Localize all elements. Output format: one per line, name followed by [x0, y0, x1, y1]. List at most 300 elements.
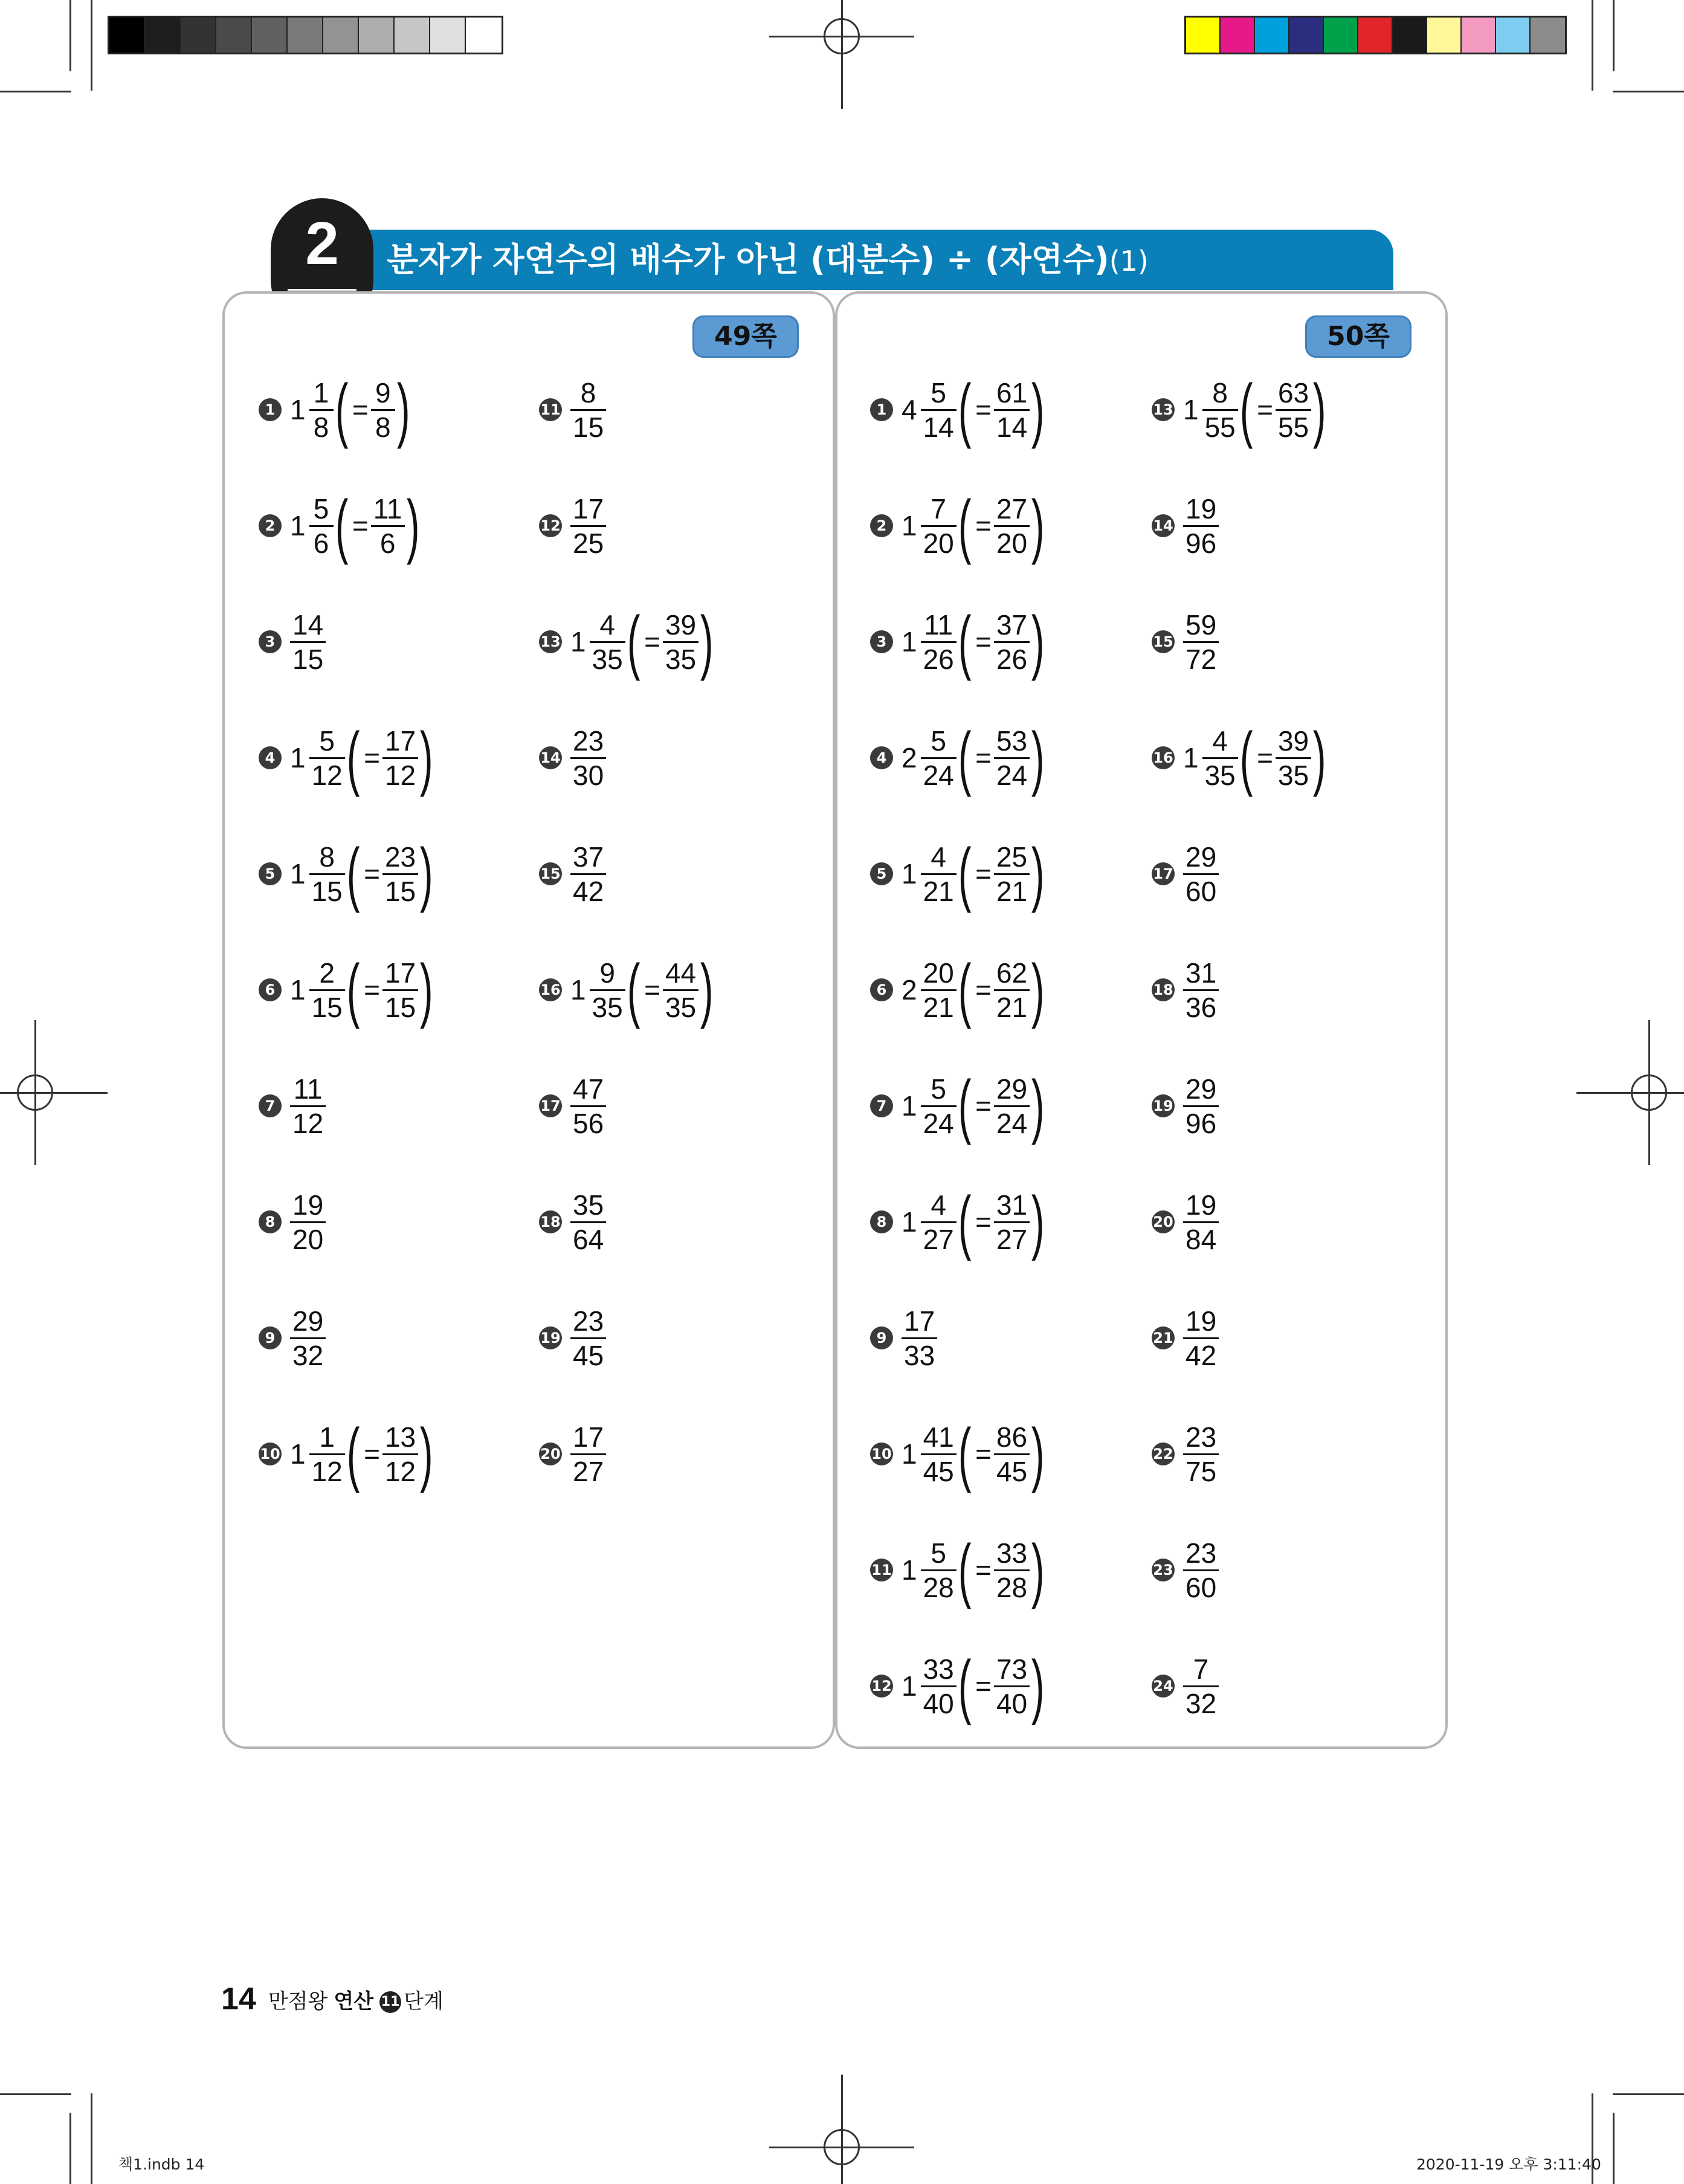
problem-number: 6 [259, 978, 282, 1001]
level-badge: 11 [379, 1991, 401, 2013]
left-page-answer-14 [539, 722, 606, 794]
equals-sign: = [975, 742, 992, 774]
problem-number: 24 [1152, 1675, 1175, 1698]
equals-sign: = [364, 858, 380, 890]
right-page-answer-2 [870, 486, 1046, 566]
right-page-answer-13 [1152, 370, 1328, 450]
problem-number: 8 [259, 1210, 282, 1233]
improper-fraction [663, 610, 698, 674]
fraction-bar [1276, 409, 1311, 411]
whole-number: 1 [902, 1670, 917, 1702]
problem-number: 7 [259, 1094, 282, 1117]
fraction-bar [1276, 757, 1311, 759]
left-page-answer-5 [259, 834, 434, 914]
answer-fraction [921, 1422, 957, 1487]
equals-sign: = [975, 974, 992, 1006]
problem-number: 13 [539, 630, 562, 653]
equals-sign: = [975, 1438, 992, 1470]
left-page-answer-18 [539, 1186, 606, 1258]
numerator: 1 [319, 1421, 335, 1453]
problem-number: 4 [870, 746, 893, 769]
improper-fraction [994, 958, 1030, 1023]
numerator: 17 [384, 725, 416, 757]
gray-calibration-strip [108, 16, 503, 54]
numerator: 73 [996, 1653, 1028, 1685]
crop-mark [69, 0, 71, 71]
right-page-answer-14 [1152, 489, 1219, 562]
denominator: 26 [923, 643, 954, 675]
fraction-bar [1183, 1569, 1219, 1571]
numerator: 53 [996, 725, 1028, 757]
numerator: 23 [573, 725, 604, 757]
numerator: 5 [319, 725, 335, 757]
numerator: 17 [573, 493, 604, 525]
right-page-answer-7 [870, 1066, 1046, 1146]
numerator: 31 [996, 1189, 1028, 1221]
numerator: 86 [996, 1421, 1028, 1453]
denominator: 15 [311, 875, 343, 907]
denominator: 45 [996, 1455, 1028, 1487]
fraction-bar [570, 873, 606, 875]
whole-number: 1 [902, 1438, 917, 1470]
problem-number: 18 [1152, 978, 1175, 1001]
denominator: 6 [379, 527, 396, 559]
left-paren: ( [958, 1530, 972, 1610]
right-paren: ) [406, 486, 419, 566]
fraction-bar [290, 641, 326, 643]
right-page-answer-17 [1152, 838, 1219, 910]
section-title [387, 236, 1149, 284]
denominator: 12 [311, 1455, 343, 1487]
improper-fraction [663, 958, 698, 1023]
numerator: 5 [931, 1537, 946, 1569]
denominator: 45 [923, 1455, 954, 1487]
numerator: 29 [292, 1305, 324, 1337]
left-paren: ( [958, 370, 972, 450]
answer-fraction [921, 958, 957, 1023]
denominator: 21 [996, 991, 1028, 1023]
fraction-bar [921, 1105, 957, 1107]
right-page-answer-12 [870, 1646, 1046, 1726]
equals-sign: = [352, 394, 369, 425]
problem-number: 6 [870, 978, 893, 1001]
denominator: 35 [665, 991, 697, 1023]
gray-swatch [181, 18, 216, 53]
gray-swatch [216, 18, 252, 53]
left-page-answer-2 [259, 486, 421, 566]
numerator: 62 [996, 957, 1028, 989]
fraction-bar [1183, 1337, 1219, 1339]
numerator: 35 [573, 1189, 604, 1221]
problem-number: 14 [539, 746, 562, 769]
fraction-bar [309, 1453, 345, 1455]
answer-fraction [290, 610, 326, 674]
improper-fraction [382, 726, 418, 790]
denominator: 28 [923, 1571, 954, 1603]
crop-mark [69, 2113, 71, 2184]
answer-fraction [1183, 610, 1219, 674]
fraction-bar [290, 1221, 326, 1223]
color-swatch [1393, 18, 1427, 53]
answer-fraction [1202, 378, 1238, 442]
right-page-answer-22 [1152, 1418, 1219, 1490]
problem-number: 10 [870, 1443, 893, 1465]
page-label-right: 50쪽 [1305, 315, 1411, 358]
problem-number: 17 [1152, 862, 1175, 885]
answer-fraction [921, 494, 957, 558]
denominator: 55 [1277, 411, 1309, 443]
numerator: 23 [1186, 1421, 1217, 1453]
answer-fraction [570, 378, 606, 442]
right-paren: ) [419, 1414, 433, 1494]
equals-sign: = [975, 626, 992, 657]
left-paren: ( [958, 718, 972, 798]
problem-number: 2 [870, 514, 893, 537]
denominator: 27 [996, 1223, 1028, 1255]
right-page-answer-5 [870, 834, 1046, 914]
gray-swatch [252, 18, 288, 53]
problem-number: 9 [259, 1326, 282, 1349]
answer-fraction [921, 1538, 957, 1603]
answer-fraction [1183, 1538, 1219, 1603]
numerator: 7 [931, 493, 946, 525]
fraction-bar [921, 409, 957, 411]
right-page-answer-8 [870, 1182, 1046, 1262]
crop-mark [91, 2093, 92, 2184]
equals-sign: = [644, 974, 660, 1006]
page-number: 14 [221, 1982, 256, 2017]
left-page-answer-15 [539, 838, 606, 910]
whole-number: 1 [290, 742, 306, 774]
equals-sign: = [364, 742, 380, 774]
left-paren: ( [346, 718, 360, 798]
problem-number: 19 [539, 1326, 562, 1349]
right-paren: ) [1031, 950, 1045, 1030]
numerator: 5 [931, 1073, 946, 1105]
left-page-answer-9 [259, 1302, 326, 1374]
slug-timestamp: 2020-11-19 오후 3:11:40 [1416, 2156, 1601, 2173]
whole-number: 1 [902, 1206, 917, 1238]
improper-fraction [994, 1074, 1030, 1139]
gray-swatch [145, 18, 181, 53]
numerator: 44 [665, 957, 697, 989]
answer-fraction [921, 1190, 957, 1255]
problem-number: 22 [1152, 1443, 1175, 1465]
denominator: 55 [1204, 411, 1236, 443]
gray-swatch [359, 18, 395, 53]
denominator: 75 [1186, 1455, 1217, 1487]
numerator: 17 [904, 1305, 935, 1337]
right-paren: ) [1031, 1530, 1045, 1610]
left-page-answer-16 [539, 950, 715, 1030]
improper-fraction [994, 1654, 1030, 1719]
answer-fraction [1183, 842, 1219, 906]
answer-fraction [590, 610, 625, 674]
right-page-answer-24 [1152, 1650, 1219, 1722]
denominator: 27 [923, 1223, 954, 1255]
gray-swatch [430, 18, 466, 53]
answer-fraction [570, 1422, 606, 1487]
denominator: 60 [1186, 875, 1217, 907]
numerator: 5 [313, 493, 329, 525]
denominator: 40 [996, 1687, 1028, 1719]
numerator: 31 [1186, 957, 1217, 989]
denominator: 20 [292, 1223, 324, 1255]
fraction-bar [570, 1337, 606, 1339]
color-swatch [1289, 18, 1324, 53]
color-calibration-strip [1184, 16, 1567, 54]
denominator: 21 [923, 875, 954, 907]
answer-fraction [1183, 1654, 1219, 1719]
equals-sign: = [644, 626, 660, 657]
fraction-bar [382, 1453, 418, 1455]
left-paren: ( [1239, 718, 1253, 798]
problem-number: 3 [259, 630, 282, 653]
numerator: 8 [1212, 376, 1228, 409]
left-page-answer-12 [539, 489, 606, 562]
right-paren: ) [1031, 718, 1045, 798]
color-swatch [1186, 18, 1221, 53]
denominator: 45 [573, 1339, 604, 1371]
denominator: 96 [1186, 527, 1217, 559]
day-number: 2 [305, 210, 339, 277]
left-paren: ( [958, 1066, 972, 1146]
registration-mark [769, 0, 914, 109]
fraction-bar [309, 409, 334, 411]
right-paren: ) [1312, 370, 1326, 450]
fraction-bar [663, 989, 698, 991]
answer-fraction [290, 1306, 326, 1371]
gray-swatch [288, 18, 323, 53]
fraction-bar [921, 1221, 957, 1223]
numerator: 23 [573, 1305, 604, 1337]
improper-fraction [994, 1422, 1030, 1487]
improper-fraction [371, 494, 405, 558]
answer-fraction [921, 378, 957, 442]
fraction-bar [309, 989, 345, 991]
denominator: 8 [375, 411, 391, 443]
right-paren: ) [396, 370, 410, 450]
right-page-answer-15 [1152, 606, 1219, 678]
crop-mark [0, 2093, 71, 2095]
left-page-answer-17 [539, 1070, 606, 1142]
crop-mark [1613, 0, 1615, 71]
left-paren: ( [958, 1182, 972, 1262]
problem-number: 16 [1152, 746, 1175, 769]
numerator: 9 [599, 957, 615, 989]
problem-number: 7 [870, 1094, 893, 1117]
left-paren: ( [346, 1414, 360, 1494]
numerator: 47 [573, 1073, 604, 1105]
slug-file: 책1.indb 14 [118, 2156, 205, 2173]
whole-number: 1 [1183, 742, 1199, 774]
numerator: 9 [375, 376, 391, 409]
fraction-bar [994, 1221, 1030, 1223]
fraction-bar [1183, 1221, 1219, 1223]
numerator: 33 [923, 1653, 954, 1685]
right-page-answer-1 [870, 370, 1046, 450]
improper-fraction [994, 1538, 1030, 1603]
numerator: 14 [292, 609, 324, 641]
left-page-answer-13 [539, 602, 715, 682]
fraction-bar [371, 409, 395, 411]
fraction-bar [290, 1337, 326, 1339]
right-page-answer-4 [870, 718, 1046, 798]
denominator: 14 [923, 411, 954, 443]
right-paren: ) [700, 602, 714, 682]
whole-number: 1 [290, 974, 306, 1006]
fraction-bar [994, 989, 1030, 991]
fraction-bar [570, 409, 606, 411]
fraction-bar [921, 1453, 957, 1455]
left-page-answer-20 [539, 1418, 606, 1490]
color-swatch [1255, 18, 1289, 53]
numerator: 37 [573, 841, 604, 873]
left-page-answer-1 [259, 370, 411, 450]
problem-number: 14 [1152, 514, 1175, 537]
left-page-answer-7 [259, 1070, 326, 1142]
answer-fraction [1183, 494, 1219, 558]
left-page-answer-10 [259, 1414, 434, 1494]
improper-fraction [994, 494, 1030, 558]
denominator: 24 [923, 759, 954, 791]
numerator: 1 [313, 376, 329, 409]
answer-fraction [570, 494, 606, 558]
fraction-bar [570, 525, 606, 527]
fraction-bar [994, 1569, 1030, 1571]
gray-swatch [323, 18, 359, 53]
right-page-answer-10 [870, 1414, 1046, 1494]
right-page-answer-20 [1152, 1186, 1219, 1258]
left-paren: ( [958, 1414, 972, 1494]
fraction-bar [1183, 1453, 1219, 1455]
right-page-answer-16 [1152, 718, 1328, 798]
right-paren: ) [1031, 1182, 1045, 1262]
denominator: 15 [384, 875, 416, 907]
left-paren: ( [1239, 370, 1253, 450]
fraction-bar [902, 1337, 937, 1339]
denominator: 96 [1186, 1107, 1217, 1139]
problem-number: 23 [1152, 1559, 1175, 1581]
whole-number: 1 [290, 510, 306, 541]
gray-swatch [466, 18, 502, 53]
problem-number: 5 [870, 862, 893, 885]
answer-fraction [1202, 726, 1238, 790]
numerator: 4 [931, 841, 946, 873]
denominator: 35 [592, 991, 623, 1023]
improper-fraction [382, 842, 418, 906]
answer-fraction [570, 1190, 606, 1255]
fraction-bar [994, 409, 1030, 411]
level-suffix: 단계 [404, 1989, 444, 2014]
whole-number: 1 [570, 974, 586, 1006]
problem-number: 19 [1152, 1094, 1175, 1117]
improper-fraction [994, 610, 1030, 674]
denominator: 15 [292, 643, 324, 675]
answer-fraction [921, 842, 957, 906]
color-swatch [1496, 18, 1531, 53]
equals-sign: = [975, 1670, 992, 1702]
problem-number: 20 [539, 1443, 562, 1465]
whole-number: 2 [902, 742, 917, 774]
problem-number: 17 [539, 1094, 562, 1117]
numerator: 19 [1186, 1305, 1217, 1337]
left-paren: ( [335, 486, 349, 566]
answer-fraction [921, 610, 957, 674]
denominator: 72 [1186, 643, 1217, 675]
crop-mark [0, 91, 71, 92]
answer-fraction [309, 1422, 345, 1487]
equals-sign: = [975, 510, 992, 541]
whole-number: 1 [1183, 394, 1199, 425]
denominator: 60 [1186, 1571, 1217, 1603]
equals-sign: = [364, 974, 380, 1006]
denominator: 33 [904, 1339, 935, 1371]
numerator: 13 [384, 1421, 416, 1453]
page-footer [221, 1981, 444, 2017]
denominator: 24 [996, 1107, 1028, 1139]
equals-sign: = [352, 510, 369, 541]
registration-mark [769, 2075, 914, 2184]
denominator: 21 [996, 875, 1028, 907]
fraction-bar [921, 641, 957, 643]
right-paren: ) [1031, 1066, 1045, 1146]
whole-number: 1 [902, 1554, 917, 1586]
fraction-bar [1183, 1105, 1219, 1107]
right-paren: ) [1031, 1646, 1045, 1726]
problem-number: 16 [539, 978, 562, 1001]
right-paren: ) [1031, 602, 1045, 682]
denominator: 15 [573, 411, 604, 443]
problem-number: 5 [259, 862, 282, 885]
equals-sign: = [975, 1206, 992, 1238]
answer-fraction [1183, 1306, 1219, 1371]
fraction-bar [921, 1569, 957, 1571]
problem-number: 15 [539, 862, 562, 885]
denominator: 56 [573, 1107, 604, 1139]
numerator: 23 [384, 841, 416, 873]
denominator: 6 [313, 527, 329, 559]
problem-number: 20 [1152, 1210, 1175, 1233]
left-page-answer-6 [259, 950, 434, 1030]
whole-number: 1 [902, 626, 917, 657]
left-paren: ( [958, 950, 972, 1030]
fraction-bar [921, 989, 957, 991]
improper-fraction [371, 378, 395, 442]
equals-sign: = [1257, 394, 1273, 425]
page-label-left: 49쪽 [692, 315, 799, 358]
fraction-bar [382, 757, 418, 759]
improper-fraction [382, 958, 418, 1023]
right-paren: ) [419, 950, 433, 1030]
numerator: 29 [1186, 841, 1217, 873]
book-subject: 연산 [334, 1989, 374, 2014]
improper-fraction [994, 1190, 1030, 1255]
fraction-bar [1183, 1685, 1219, 1687]
gray-swatch [109, 18, 145, 53]
denominator: 27 [573, 1455, 604, 1487]
whole-number: 1 [570, 626, 586, 657]
problem-number: 11 [870, 1559, 893, 1581]
numerator: 4 [931, 1189, 946, 1221]
fraction-bar [921, 525, 957, 527]
crop-mark [1613, 2093, 1684, 2095]
answer-fraction [921, 1074, 957, 1139]
right-page-answer-3 [870, 602, 1046, 682]
left-page-answer-8 [259, 1186, 326, 1258]
left-paren: ( [958, 602, 972, 682]
problem-number: 4 [259, 746, 282, 769]
